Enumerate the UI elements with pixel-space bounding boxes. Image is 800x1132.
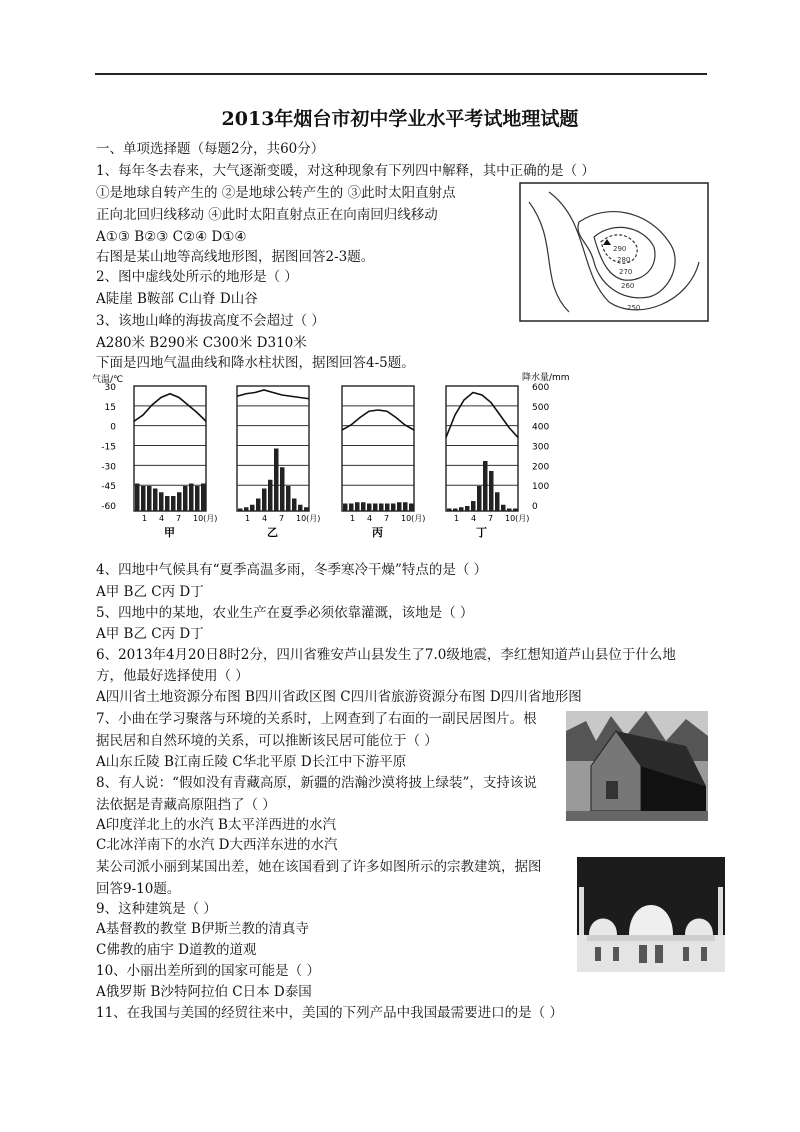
q4-stem: 4、四地中气候具有“夏季高温多雨，冬季寒冷干燥”特点的是（ ） bbox=[96, 562, 488, 578]
contour-map bbox=[519, 182, 709, 322]
precipitation-bar bbox=[459, 507, 464, 511]
precipitation-axis-title: 降水量/mm bbox=[522, 373, 570, 383]
precipitation-bar bbox=[477, 486, 482, 511]
precipitation-tick: 600 bbox=[532, 383, 550, 393]
temperature-tick: -15 bbox=[101, 442, 116, 453]
mosque-photo bbox=[577, 857, 725, 972]
precipitation-bar bbox=[349, 504, 354, 512]
q2-3-intro: 右图是某山地等高线地形图，据图回答2-3题。 bbox=[96, 249, 375, 265]
q10-options: A俄罗斯 B沙特阿拉伯 C日本 D泰国 bbox=[96, 984, 312, 1000]
month-tick: 10(月) bbox=[296, 514, 321, 523]
q8-options-1: A印度洋北上的水汽 B太平洋西进的水汽 bbox=[96, 817, 336, 833]
temperature-tick: -30 bbox=[101, 462, 116, 473]
month-tick: 7 bbox=[176, 514, 182, 523]
precipitation-bar bbox=[286, 486, 291, 511]
q10-stem: 10、小丽出差所到的国家可能是（ ） bbox=[96, 963, 320, 979]
q8-stem-2: 法依据是青藏高原阻挡了（ ） bbox=[96, 797, 276, 813]
precipitation-bar bbox=[367, 504, 372, 512]
precipitation-bar bbox=[189, 484, 194, 512]
q5-stem: 5、四地中的某地，农业生产在夏季必须依靠灌溉，该地是（ ） bbox=[96, 605, 474, 621]
precipitation-bar bbox=[379, 504, 384, 512]
month-tick: 4 bbox=[262, 514, 268, 523]
q1-statements-2: 正向北回归线移动 ④此时太阳直射点正在向南回归线移动 bbox=[96, 207, 438, 223]
header-rule bbox=[95, 73, 707, 75]
q7-options: A山东丘陵 B江南丘陵 C华北平原 D长江中下游平原 bbox=[96, 754, 407, 770]
climate-chart-name: 丙 bbox=[372, 526, 383, 539]
precipitation-bar bbox=[403, 502, 408, 511]
precipitation-bar bbox=[495, 492, 500, 511]
climate-chart-frame bbox=[237, 386, 309, 511]
q7-stem-1: 7、小曲在学习聚落与环境的关系时，上网查到了右面的一副民居图片。根 bbox=[96, 711, 537, 727]
precipitation-bar bbox=[355, 502, 360, 511]
precipitation-bar bbox=[244, 507, 249, 511]
month-tick: 1 bbox=[454, 514, 460, 523]
q8-stem-1: 8、有人说：“假如没有青藏高原，新疆的浩瀚沙漠将披上绿装”，支持该说 bbox=[96, 775, 537, 791]
temperature-tick: 15 bbox=[104, 402, 116, 413]
precipitation-bar bbox=[465, 506, 470, 511]
precipitation-bar bbox=[292, 499, 297, 512]
month-tick: 4 bbox=[471, 514, 477, 523]
precipitation-bar bbox=[397, 502, 402, 511]
climate-chart-frame bbox=[342, 386, 414, 511]
precipitation-bar bbox=[409, 504, 414, 512]
month-tick: 4 bbox=[159, 514, 165, 523]
q4-5-intro: 下面是四地气温曲线和降水柱状图，据图回答4-5题。 bbox=[96, 355, 415, 371]
section-heading: 一、单项选择题（每题2分，共60分） bbox=[96, 141, 325, 157]
precipitation-bar bbox=[238, 509, 243, 512]
q9-10-intro-2: 回答9-10题。 bbox=[96, 881, 181, 897]
q1-stem: 1、每年冬去春来，大气逐渐变暖，对这种现象有下列四中解释，其中正确的是（ ） bbox=[96, 163, 595, 179]
q7-stem-2: 据民居和自然环境的关系，可以推断该民居可能位于（ ） bbox=[96, 733, 438, 749]
month-tick: 4 bbox=[367, 514, 373, 523]
q4-options: A甲 B乙 C丙 D丁 bbox=[96, 584, 204, 600]
contour-label: 260 bbox=[621, 282, 635, 290]
q8-options-2: C北冰洋南下的水汽 D大西洋东进的水汽 bbox=[96, 837, 338, 853]
precipitation-bar bbox=[262, 489, 267, 512]
q6-stem-1: 6、2013年4月20日8时2分，四川省雅安芦山县发生了7.0级地震，李红想知道芦山县位于什么地 bbox=[96, 647, 676, 663]
month-tick: 10(月) bbox=[193, 514, 218, 523]
climate-chart-name: 乙 bbox=[267, 526, 278, 539]
precipitation-bar bbox=[171, 496, 176, 511]
precipitation-bar bbox=[153, 489, 158, 512]
q9-10-intro-1: 某公司派小丽到某国出差，她在该国看到了许多如图所示的宗教建筑，据图 bbox=[96, 859, 542, 875]
q9-options-1: A基督教的教堂 B伊斯兰教的清真寺 bbox=[96, 921, 309, 937]
precipitation-tick: 100 bbox=[532, 482, 550, 493]
precipitation-bar bbox=[141, 486, 146, 511]
month-tick: 10(月) bbox=[505, 514, 530, 523]
month-tick: 1 bbox=[350, 514, 356, 523]
q3-stem: 3、该地山峰的海拔高度不会超过（ ） bbox=[96, 313, 325, 329]
q3-options: A280米 B290米 C300米 D310米 bbox=[96, 335, 307, 351]
q6-stem-2: 方，他最好选择使用（ ） bbox=[96, 668, 249, 684]
precipitation-bar bbox=[361, 502, 366, 511]
month-tick: 7 bbox=[488, 514, 494, 523]
temperature-tick: 0 bbox=[110, 422, 116, 433]
precipitation-tick: 500 bbox=[532, 402, 550, 413]
temperature-tick: -60 bbox=[101, 502, 116, 513]
q1-statements-1: ①是地球自转产生的 ②是地球公转产生的 ③此时太阳直射点 bbox=[96, 185, 456, 201]
precipitation-bar bbox=[165, 496, 170, 511]
precipitation-bar bbox=[256, 499, 261, 512]
precipitation-bar bbox=[177, 492, 182, 511]
climate-charts-figure bbox=[92, 368, 570, 539]
month-tick: 7 bbox=[279, 514, 285, 523]
precipitation-tick: 300 bbox=[532, 442, 550, 453]
precipitation-bar bbox=[268, 480, 273, 511]
climate-chart-name: 甲 bbox=[164, 526, 175, 539]
precipitation-bar bbox=[147, 486, 152, 511]
q6-options: A四川省土地资源分布图 B四川省政区图 C四川省旅游资源分布图 D四川省地形图 bbox=[96, 689, 582, 705]
precipitation-bar bbox=[304, 507, 309, 511]
month-tick: 7 bbox=[384, 514, 390, 523]
dwelling-photo bbox=[566, 711, 708, 821]
precipitation-bar bbox=[274, 449, 279, 512]
climate-chart-frame bbox=[446, 386, 518, 511]
month-tick: 10(月) bbox=[401, 514, 426, 523]
precipitation-bar bbox=[483, 461, 488, 511]
precipitation-bar bbox=[501, 505, 506, 511]
q11-stem: 11、在我国与美国的经贸往来中，美国的下列产品中我国最需要进口的是（ ） bbox=[96, 1005, 563, 1021]
contour-label: 280 bbox=[617, 256, 631, 264]
precipitation-bar bbox=[195, 486, 200, 511]
precipitation-bar bbox=[391, 504, 396, 512]
month-tick: 1 bbox=[245, 514, 251, 523]
precipitation-bar bbox=[135, 484, 140, 512]
precipitation-bar bbox=[507, 509, 512, 512]
precipitation-tick: 400 bbox=[532, 422, 550, 433]
precipitation-bar bbox=[373, 504, 378, 512]
precipitation-bar bbox=[453, 509, 458, 512]
q2-options: A陡崖 B鞍部 C山脊 D山谷 bbox=[96, 291, 258, 307]
contour-label: 250 bbox=[627, 304, 641, 312]
precipitation-bar bbox=[159, 492, 164, 511]
contour-label: 270 bbox=[619, 268, 633, 276]
precipitation-bar bbox=[298, 505, 303, 511]
precipitation-bar bbox=[489, 471, 494, 511]
page-title: 2013年烟台市初中学业水平考试地理试题 bbox=[221, 108, 579, 130]
q1-options: A①③ B②③ C②④ D①④ bbox=[96, 229, 247, 245]
precipitation-bar bbox=[471, 501, 476, 511]
q9-stem: 9、这种建筑是（ ） bbox=[96, 901, 217, 917]
precipitation-tick: 0 bbox=[532, 502, 538, 513]
climate-chart-name: 丁 bbox=[476, 526, 487, 539]
temperature-tick: 30 bbox=[104, 383, 116, 393]
precipitation-bar bbox=[447, 509, 452, 512]
precipitation-bar bbox=[385, 504, 390, 512]
precipitation-bar bbox=[250, 505, 255, 511]
temperature-tick: -45 bbox=[101, 482, 116, 493]
precipitation-bar bbox=[513, 509, 518, 512]
temperature-axis-title: 气温/℃ bbox=[92, 375, 124, 385]
precipitation-bar bbox=[343, 504, 348, 512]
contour-label: 290 bbox=[613, 245, 627, 253]
precipitation-tick: 200 bbox=[532, 462, 550, 473]
q5-options: A甲 B乙 C丙 D丁 bbox=[96, 626, 204, 642]
q9-options-2: C佛教的庙宇 D道教的道观 bbox=[96, 942, 257, 958]
precipitation-bar bbox=[280, 467, 285, 511]
month-tick: 1 bbox=[142, 514, 148, 523]
precipitation-bar bbox=[183, 486, 188, 511]
precipitation-bar bbox=[201, 484, 206, 512]
q2-stem: 2、图中虚线处所示的地形是（ ） bbox=[96, 269, 298, 285]
